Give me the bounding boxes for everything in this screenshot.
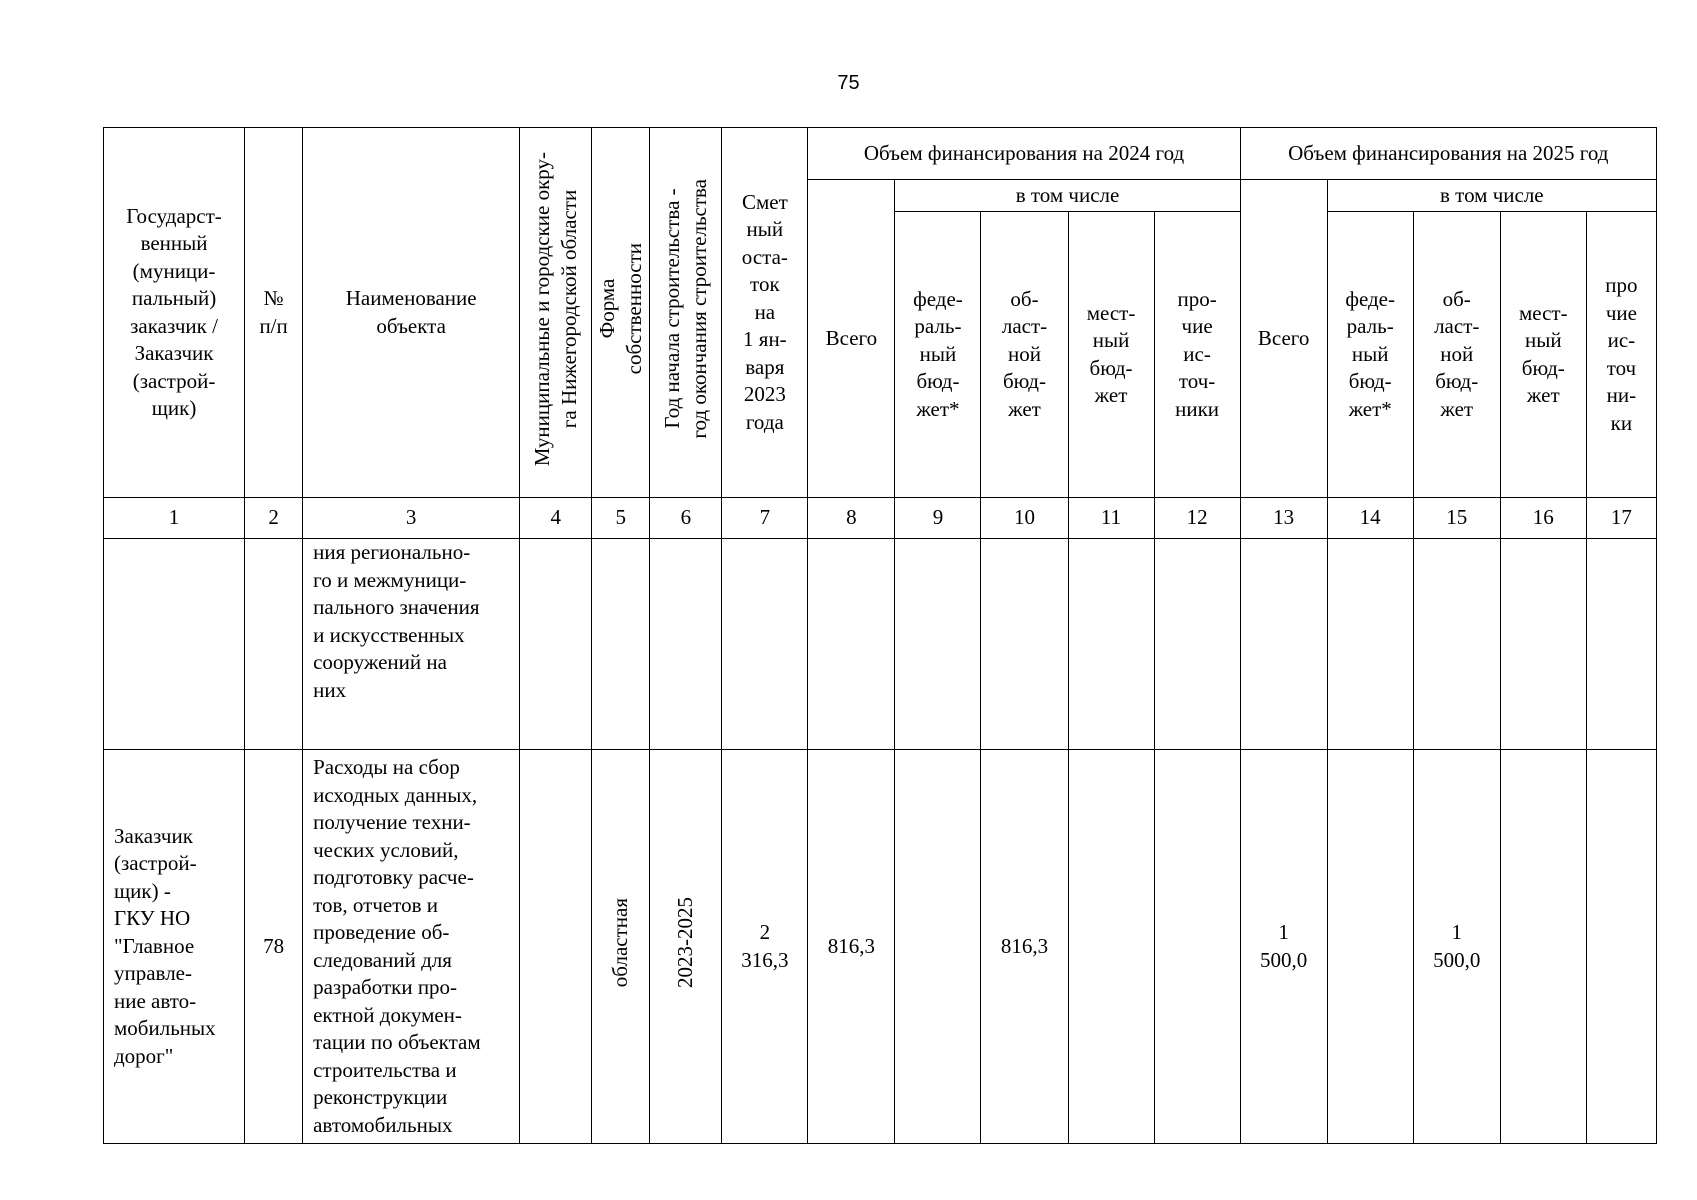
- table-row: [104, 539, 1657, 750]
- column-number: 8: [808, 498, 895, 539]
- header-estimate: Смет ный оста- ток на 1 ян- варя 2023 года: [722, 128, 808, 498]
- column-number: 13: [1240, 498, 1327, 539]
- column-number-row: [104, 498, 1657, 539]
- column-number: 6: [650, 498, 722, 539]
- header-oth-2025: про чие ис- точ ни- ки: [1586, 212, 1656, 498]
- cell-years-cell: [650, 750, 722, 1144]
- cell-fed-2024: [895, 750, 981, 1144]
- cell-fed-2025: [1327, 750, 1413, 1144]
- header-num: № п/п: [245, 128, 303, 498]
- column-number: 10: [981, 498, 1068, 539]
- column-number: 16: [1500, 498, 1586, 539]
- header-reg-2025: об- ласт- ной бюд- жет: [1413, 212, 1500, 498]
- header-oth-2024: про- чие ис- точ- ники: [1154, 212, 1240, 498]
- cell-reg-2024: 816,3: [981, 750, 1068, 1144]
- cell-fed-2024: [895, 539, 981, 750]
- cell-fed-2025: [1327, 539, 1413, 750]
- header-reg-2024: об- ласт- ной бюд- жет: [981, 212, 1068, 498]
- column-number: 9: [895, 498, 981, 539]
- cell-loc-2025: [1500, 539, 1586, 750]
- cell-oth-2024: [1154, 539, 1240, 750]
- cell-customer: [104, 539, 245, 750]
- cell-estimate: 2 316,3: [722, 750, 808, 1144]
- cell-oth-2024: [1154, 750, 1240, 1144]
- header-fed-2025: феде- раль- ный бюд- жет*: [1327, 212, 1413, 498]
- investment-table: [103, 127, 1657, 1144]
- header-ownership-cell: [592, 128, 650, 498]
- page-number: 75: [837, 72, 860, 94]
- cell-estimate: [722, 539, 808, 750]
- column-number: 11: [1068, 498, 1154, 539]
- cell-loc-2024: [1068, 539, 1154, 750]
- header-municipality-cell: [520, 128, 592, 498]
- header-ownership: Форма собственности: [594, 243, 646, 375]
- cell-loc-2024: [1068, 750, 1154, 1144]
- cell-total-2025: [1240, 539, 1327, 750]
- column-number: 3: [303, 498, 520, 539]
- cell-municipality: [520, 750, 592, 1144]
- header-total-2025: Всего: [1240, 180, 1327, 498]
- cell-oth-2025: [1586, 750, 1656, 1144]
- header-loc-2025: мест- ный бюд- жет: [1500, 212, 1586, 498]
- header-loc-2024: мест- ный бюд- жет: [1068, 212, 1154, 498]
- header-fin-2025: Объем финансирования на 2025 год: [1240, 128, 1656, 180]
- table-row: [104, 750, 1657, 1144]
- column-number: 14: [1327, 498, 1413, 539]
- cell-oth-2025: [1586, 539, 1656, 750]
- cell-object-name: Расходы на сбор исходных данных, получение техни- ческих условий, подготовку расче- тов, отчетов и проведение об- следований для разработки про- ектной докумен- тации по объектам строительства и реконструкции автомобильных: [303, 750, 520, 1144]
- cell-loc-2025: [1500, 750, 1586, 1144]
- cell-total-2024: 816,3: [808, 750, 895, 1144]
- column-number: 7: [722, 498, 808, 539]
- cell-reg-2025: [1413, 539, 1500, 750]
- cell-ownership: областная: [608, 898, 633, 988]
- cell-ownership-cell: [592, 750, 650, 1144]
- cell-customer: Заказчик (застрой- щик) - ГКУ НО "Главное управле- ние авто- мобильных дорог": [104, 750, 245, 1144]
- column-number: 2: [245, 498, 303, 539]
- header-total-2024: Всего: [808, 180, 895, 498]
- header-incl-2025: в том числе: [1327, 180, 1656, 212]
- header-object-name: Наименование объекта: [303, 128, 520, 498]
- header-years: Год начала строительства - год окончания строительства: [659, 178, 711, 439]
- cell-total-2024: [808, 539, 895, 750]
- cell-num: 78: [245, 750, 303, 1144]
- cell-years: [650, 539, 722, 750]
- column-number: 4: [520, 498, 592, 539]
- column-number: 5: [592, 498, 650, 539]
- cell-reg-2025: 1 500,0: [1413, 750, 1500, 1144]
- cell-years: 2023-2025: [673, 897, 698, 989]
- column-number: 12: [1154, 498, 1240, 539]
- header-customer: Государст- венный (муници- пальный) заказчик / Заказчик (застрой- щик): [104, 128, 245, 498]
- cell-num: [245, 539, 303, 750]
- cell-total-2025: 1 500,0: [1240, 750, 1327, 1144]
- cell-municipality: [520, 539, 592, 750]
- header-fed-2024: феде- раль- ный бюд- жет*: [895, 212, 981, 498]
- column-number: 17: [1586, 498, 1656, 539]
- cell-reg-2024: [981, 539, 1068, 750]
- header-municipality: Муниципальные и городские окру- га Нижегородской области: [529, 151, 581, 466]
- header-fin-2024: Объем финансирования на 2024 год: [808, 128, 1240, 180]
- cell-ownership: [592, 539, 650, 750]
- column-number: 1: [104, 498, 245, 539]
- header-incl-2024: в том числе: [895, 180, 1240, 212]
- cell-object-name: ния регионально- го и межмуници- пального значения и искусственных сооружений на них: [303, 539, 520, 750]
- header-years-cell: [650, 128, 722, 498]
- column-number: 15: [1413, 498, 1500, 539]
- header-row-1: [104, 128, 1657, 180]
